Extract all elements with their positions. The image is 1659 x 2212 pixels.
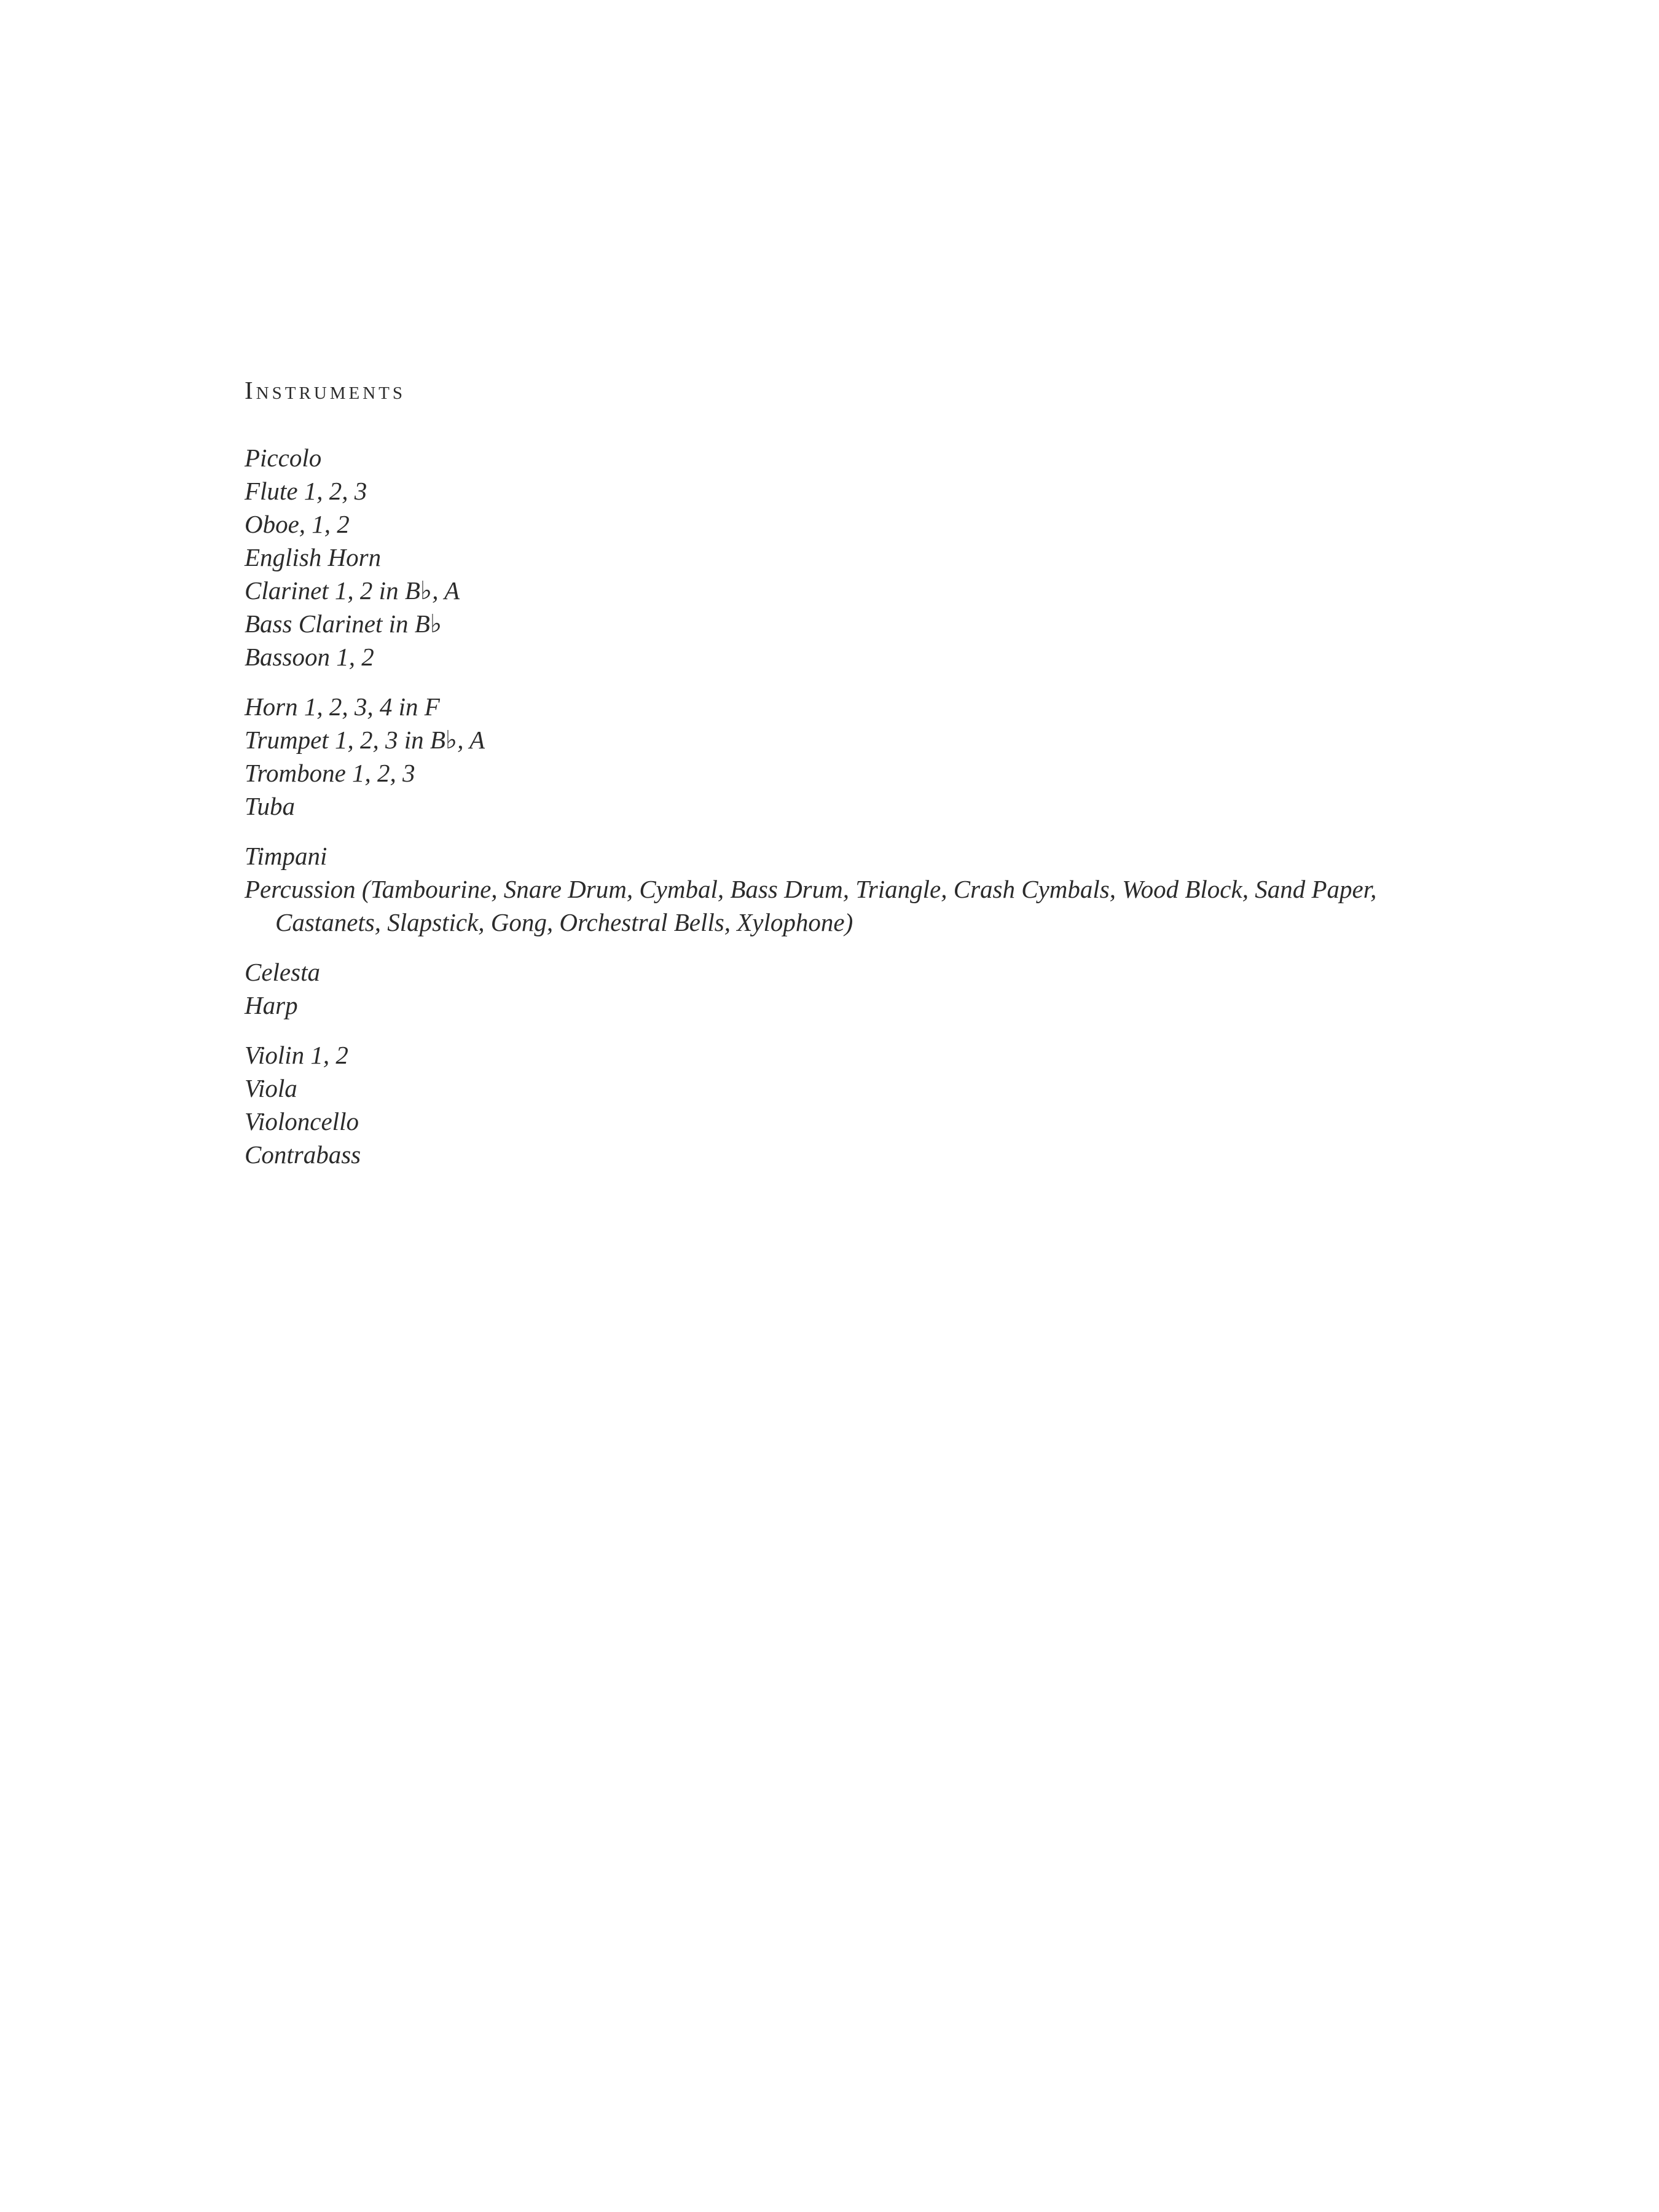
instrument-list: [245, 441, 1473, 1188]
instrument-item: Viola: [245, 1074, 297, 1102]
instrument-item: Oboe, 1, 2: [245, 510, 350, 538]
instrument-item: Bassoon 1, 2: [245, 643, 374, 671]
instrument-item: Contrabass: [245, 1140, 361, 1169]
instrument-item: Horn 1, 2, 3, 4 in F: [245, 692, 440, 721]
instrument-item: Tuba: [245, 792, 296, 820]
instrument-item: Harp: [245, 991, 298, 1019]
instrument-item: Clarinet 1, 2 in B♭, A: [245, 576, 460, 605]
instrument-item: Flute 1, 2, 3: [245, 477, 367, 505]
percussion-group: [245, 839, 1473, 939]
strings-group: [245, 1038, 1473, 1171]
instrument-item: Bass Clarinet in B♭: [245, 610, 442, 638]
instrument-item: Percussion (Tambourine, Snare Drum, Cymbal, Bass Drum, Triangle, Crash Cymbals, Wood Block, Sand Paper, Castanets, Slapstick, Gong, Orchestral Bells, Xylophone): [245, 875, 1377, 936]
woodwinds-group: [245, 441, 1473, 673]
instrument-item: Trombone 1, 2, 3: [245, 759, 415, 787]
instrument-item: English Horn: [245, 543, 382, 571]
instrument-item: Celesta: [245, 958, 320, 986]
keyboard-harp-group: [245, 955, 1473, 1022]
instrument-item: Violoncello: [245, 1107, 359, 1135]
instrument-item: Trumpet 1, 2, 3 in B♭, A: [245, 726, 485, 754]
page-title: Instruments: [245, 376, 406, 404]
instrument-item: Violin 1, 2: [245, 1041, 348, 1069]
instrument-item: Timpani: [245, 842, 327, 870]
instrument-item: Piccolo: [245, 444, 322, 472]
brass-group: [245, 690, 1473, 823]
